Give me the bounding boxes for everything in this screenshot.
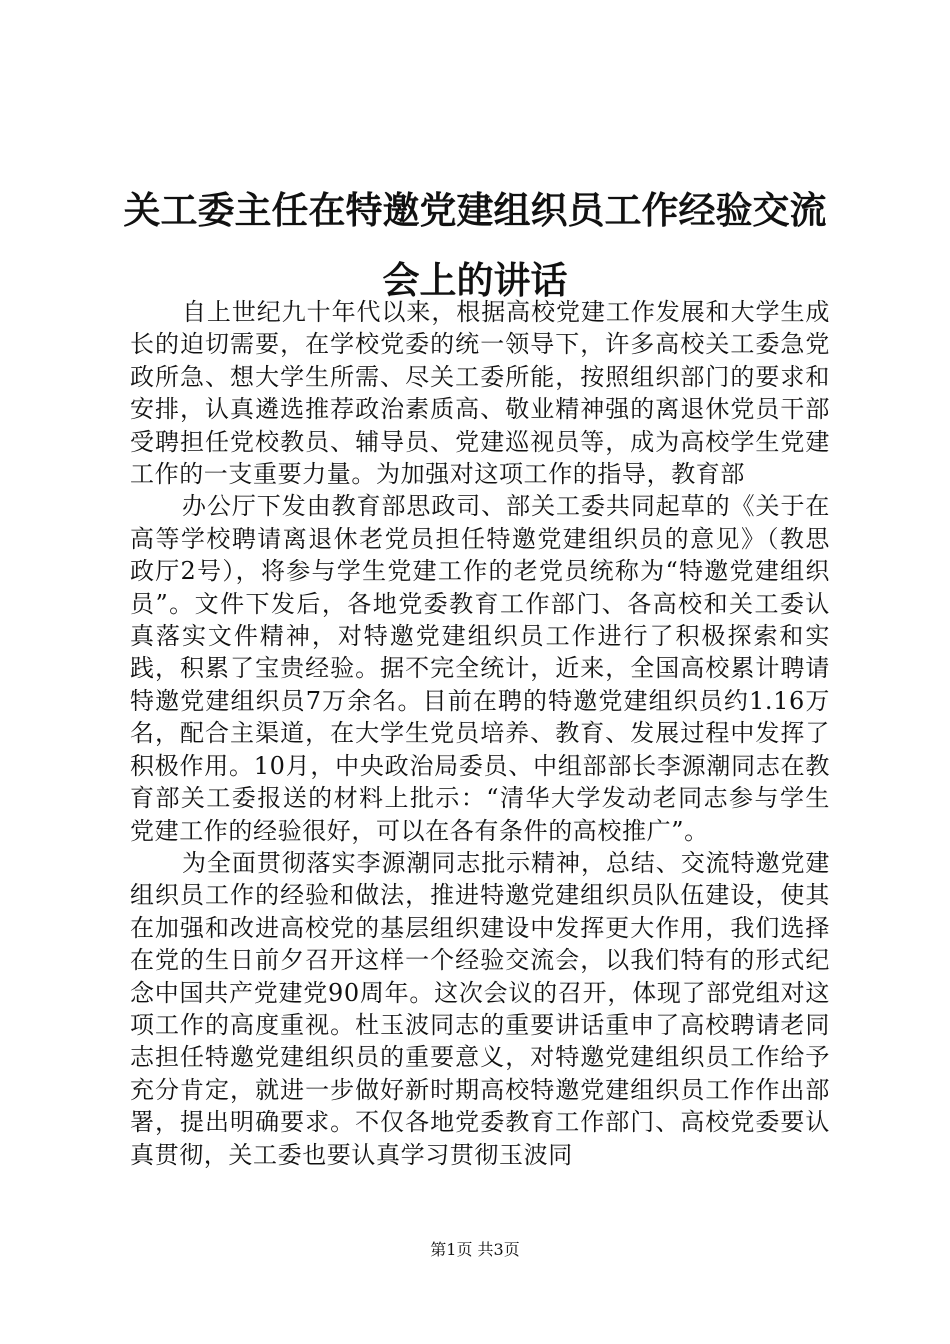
paragraph-2: 办公厅下发由教育部思政司、部关工委共同起草的《关于在高等学校聘请离退休老党员担任特邀党建组织员的意见》（教思政厅2号），将参与学生党建工作的老党员统称为“特邀党建组织员”。文件下发后，各地党委教育工作部门、各高校和关工委认真落实文件精神，对特邀党建组织员工作进行了积极探索和实践，积累了宝贵经验。据不完全统计，近来，全国高校累计聘请特邀党建组织员7万余名。目前在聘的特邀党建组织员约1.16万名，配合主渠道，在大学生党员培养、教育、发展过程中发挥了积极作用。10月，中央政治局委员、中组部部长李源潮同志在教育部关工委报送的材料上批示：“清华大学发动老同志参与学生党建工作的经验很好，可以在各有条件的高校推广”。 — [130, 492, 830, 845]
paragraph-3: 为全面贯彻落实李源潮同志批示精神，总结、交流特邀党建组织员工作的经验和做法，推进特邀党建组织员队伍建设，使其在加强和改进高校党的基层组织建设中发挥更大作用，我们选择在党的生日前夕召开这样一个经验交流会，以我们特有的形式纪念中国共产党建党90周年。这次会议的召开，体现了部党组对这项工作的高度重视。杜玉波同志的重要讲话重申了高校聘请老同志担任特邀党建组织员的重要意义，对特邀党建组织员工作给予充分肯定，就进一步做好新时期高校特邀党建组织员工作作出部署，提出明确要求。不仅各地党委教育工作部门、高校党委要认真贯彻，关工委也要认真学习贯彻玉波同 — [130, 848, 830, 1169]
document-body — [130, 296, 830, 1171]
paragraph-1: 自上世纪九十年代以来，根据高校党建工作发展和大学生成长的迫切需要，在学校党委的统一领导下，许多高校关工委急党政所急、想大学生所需、尽关工委所能，按照组织部门的要求和安排，认真遴选推荐政治素质高、敬业精神强的离退休党员干部受聘担任党校教员、辅导员、党建巡视员等，成为高校学生党建工作的一支重要力量。为加强对这项工作的指导，教育部 — [130, 298, 830, 489]
document-title: 关工委主任在特邀党建组织员工作经验交流会上的讲话 — [123, 188, 827, 302]
page-number-footer: 第1页 共3页 — [430, 1240, 520, 1259]
